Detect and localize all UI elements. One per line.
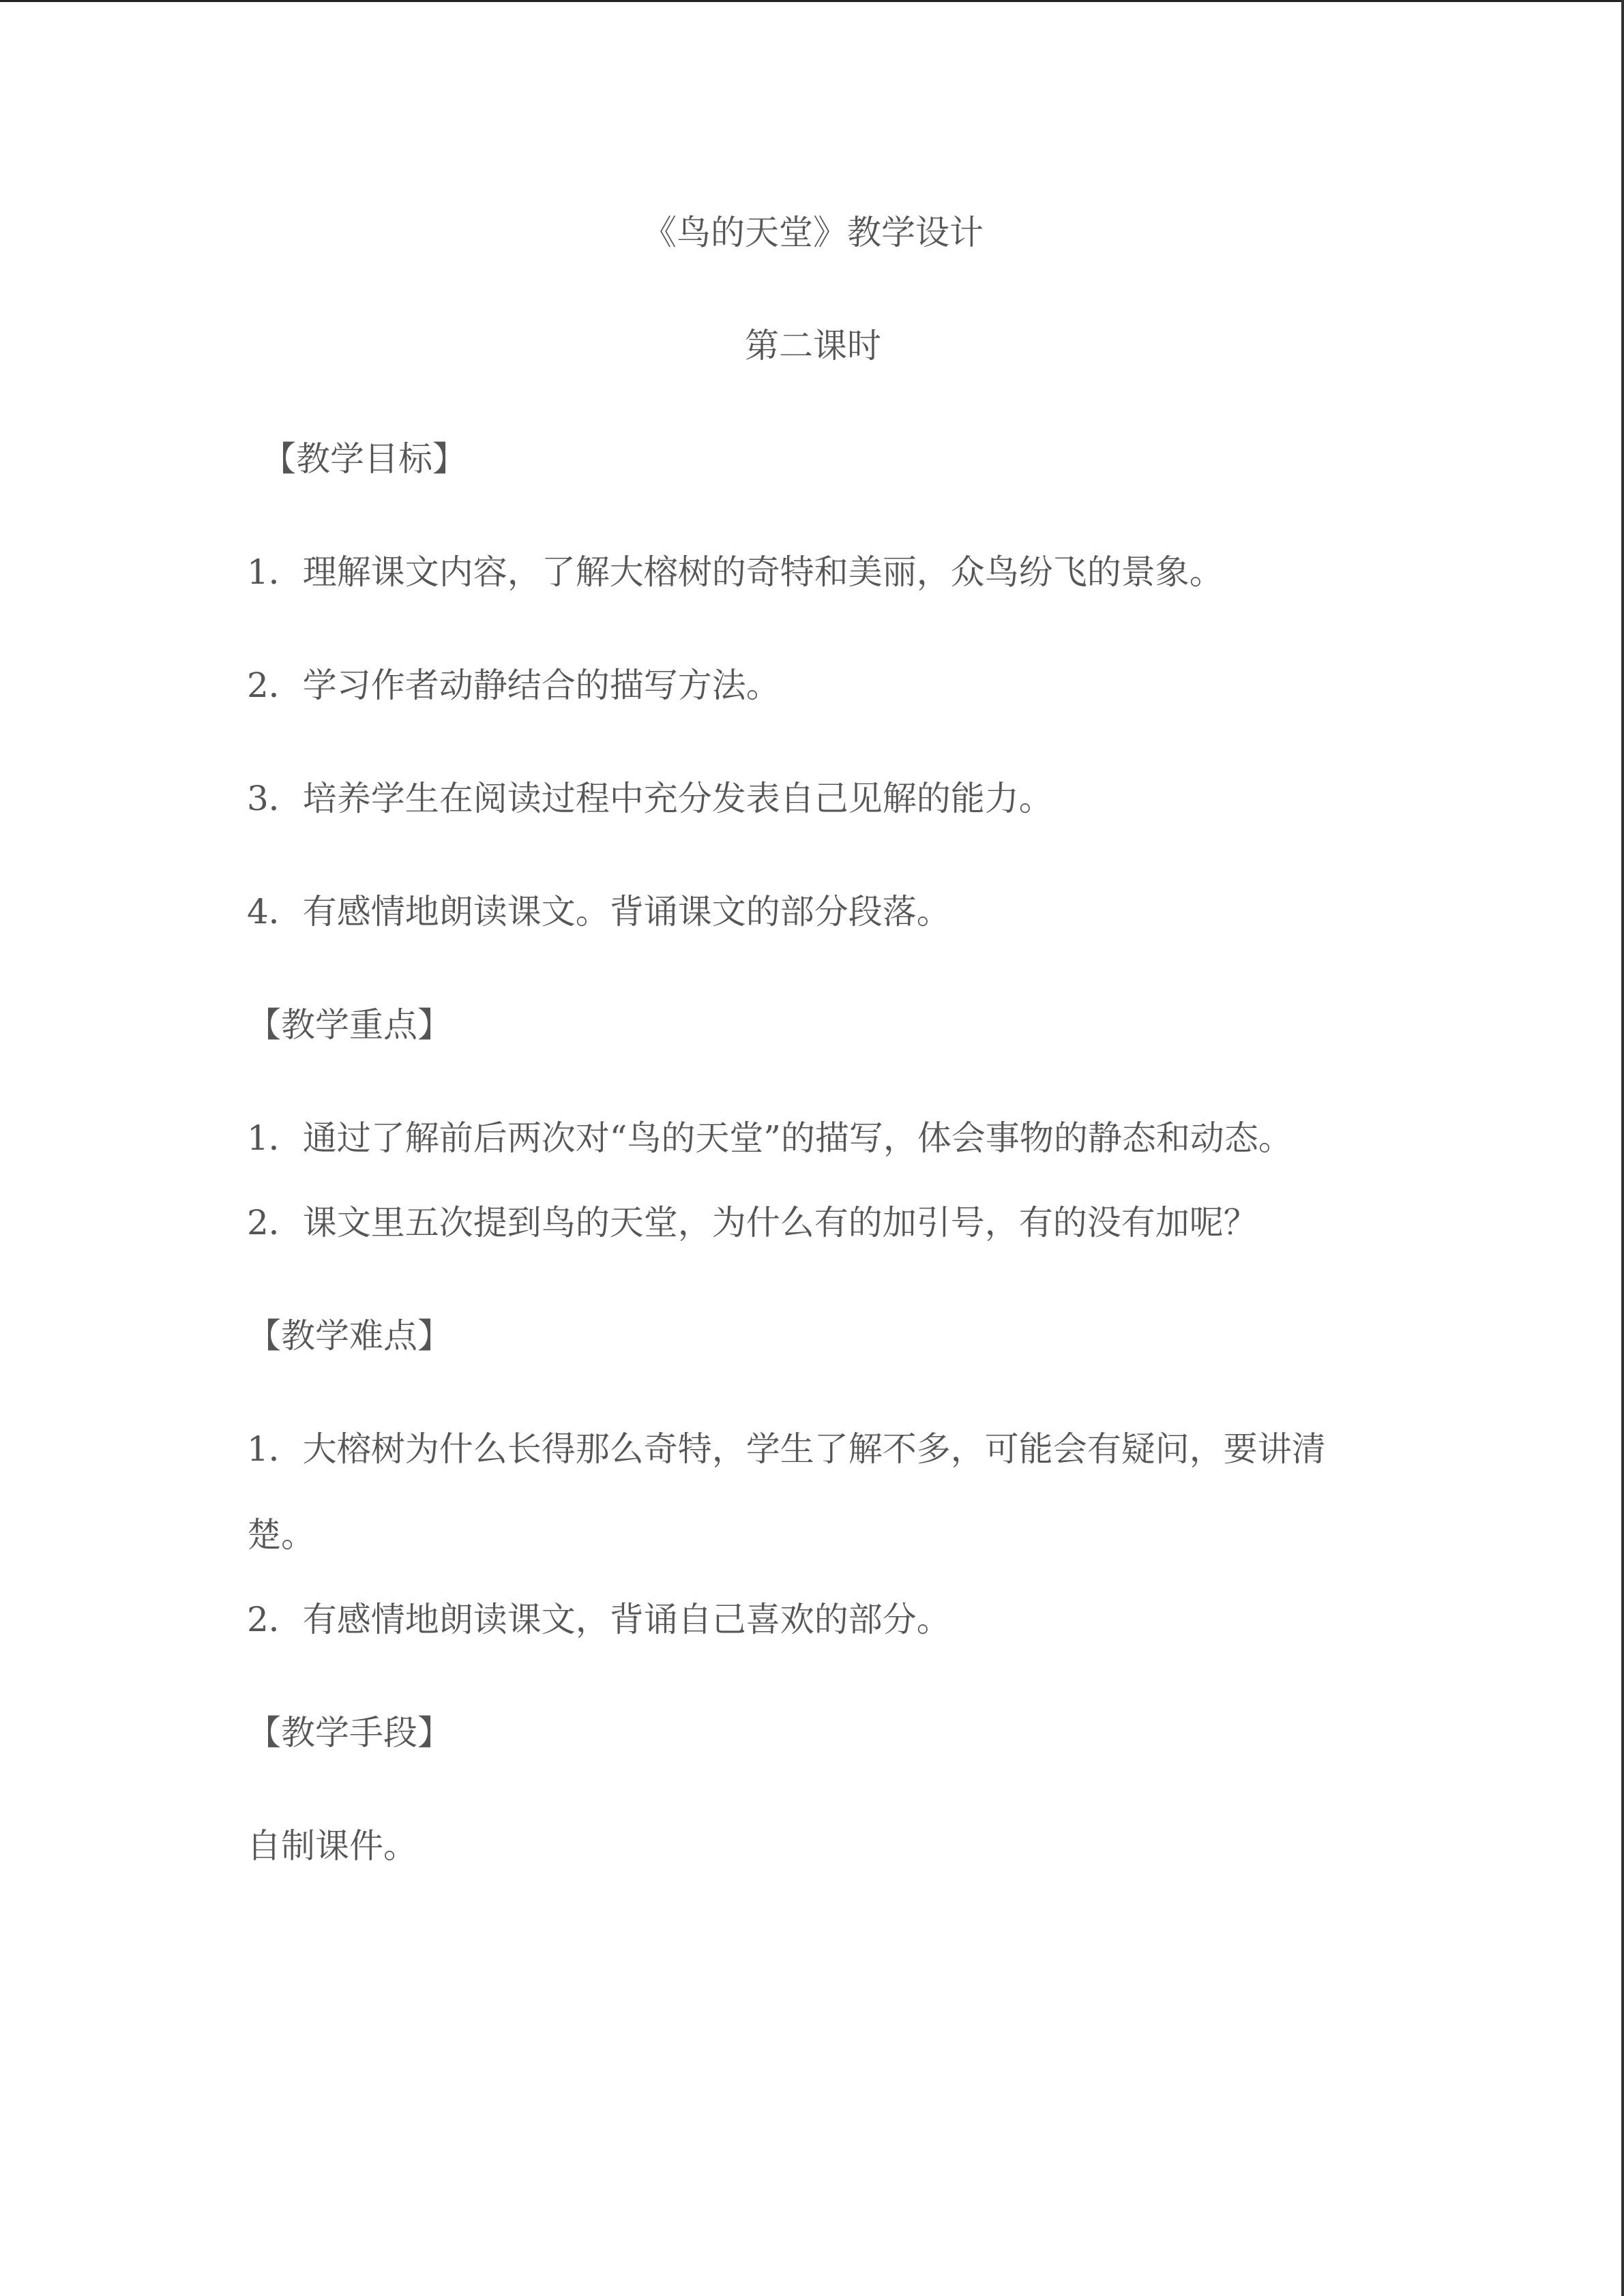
- page-top-border: [0, 0, 1624, 2]
- document-subtitle: 第二课时: [745, 326, 881, 366]
- key-points-heading: 【教学重点】: [247, 1005, 452, 1045]
- objective-item-1: 1．理解课文内容，了解大榕树的奇特和美丽，众鸟纷飞的景象。: [247, 552, 1224, 592]
- document-title: 《鸟的天堂》教学设计: [643, 213, 984, 252]
- key-point-item-2: 2．课文里五次提到鸟的天堂，为什么有的加引号，有的没有加呢？: [247, 1203, 1258, 1242]
- difficulty-item-1: 1．大榕树为什么长得那么奇特，学生了解不多，可能会有疑问，要讲清楚。: [247, 1429, 1326, 1555]
- page-right-border: [1621, 0, 1624, 2296]
- difficulty-item-2: 2．有感情地朗读课文，背诵自己喜欢的部分。: [247, 1600, 951, 1639]
- methods-heading: 【教学手段】: [247, 1713, 452, 1753]
- document-body: [247, 205, 1379, 1931]
- difficulties-heading: 【教学难点】: [247, 1316, 452, 1356]
- objective-item-3: 3．培养学生在阅读过程中充分发表自己见解的能力。: [247, 779, 1053, 818]
- objectives-heading: 【教学目标】: [262, 439, 467, 479]
- objective-item-2: 2．学习作者动静结合的描写方法。: [247, 666, 780, 705]
- key-point-item-1: 1．通过了解前后两次对“鸟的天堂”的描写，体会事物的静态和动态。: [247, 1118, 1293, 1158]
- method-item-1: 自制课件。: [247, 1826, 417, 1866]
- objective-item-4: 4．有感情地朗读课文。背诵课文的部分段落。: [247, 892, 951, 931]
